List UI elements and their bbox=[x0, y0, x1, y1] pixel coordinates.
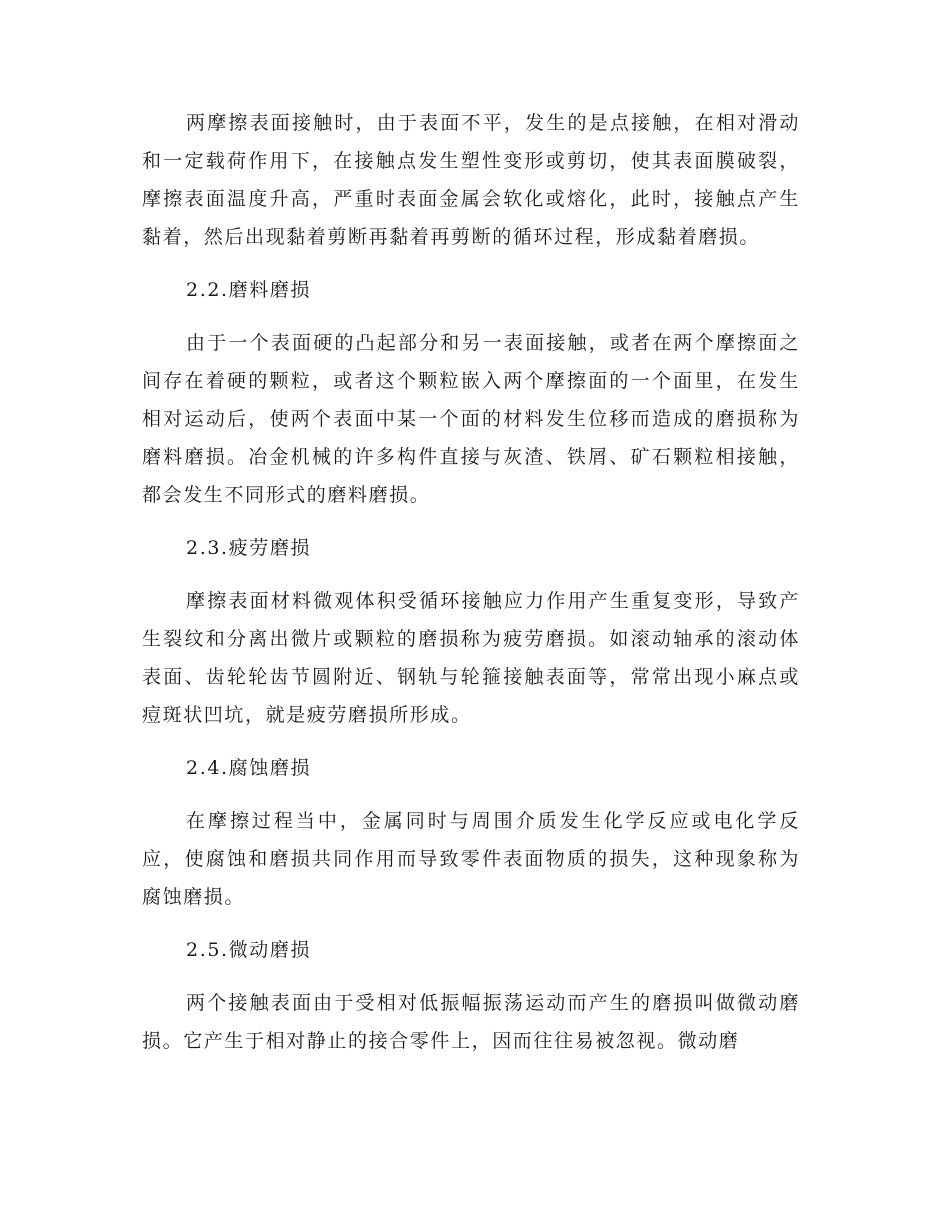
heading-fretting-wear: 2.5.微动磨损 bbox=[186, 939, 312, 961]
paragraph-fretting-wear: 两个接触表面由于受相对低振幅振荡运动而产生的磨损叫做微动磨损。它产生于相对静止的接合零件上，因而往往易被忽视。微动磨 bbox=[142, 992, 800, 1052]
paragraph-corrosive-wear: 在摩擦过程当中，金属同时与周围介质发生化学反应或电化学反应，使腐蚀和磨损共同作用而导致零件表面物质的损失，这种现象称为腐蚀磨损。 bbox=[142, 810, 800, 908]
paragraph-fatigue-wear: 摩擦表面材料微观体积受循环接触应力作用产生重复变形，导致产生裂纹和分离出微片或颗粒的磨损称为疲劳磨损。如滚动轴承的滚动体表面、齿轮轮齿节圆附近、钢轨与轮箍接触表面等，常常出现小麻点或痘斑状凹坑，就是疲劳磨损所形成。 bbox=[142, 590, 800, 726]
heading-fatigue-wear: 2.3.疲劳磨损 bbox=[186, 537, 312, 559]
heading-abrasive-wear: 2.2.磨料磨损 bbox=[186, 279, 312, 301]
paragraph-abrasive-wear: 由于一个表面硬的凸起部分和另一表面接触，或者在两个摩擦面之间存在着硬的颗粒，或者这个颗粒嵌入两个摩擦面的一个面里，在发生相对运动后，使两个表面中某一个面的材料发生位移而造成的磨损称为磨料磨损。冶金机械的许多构件直接与灰渣、铁屑、矿石颗粒相接触，都会发生不同形式的磨料磨损。 bbox=[142, 332, 800, 506]
document-page bbox=[142, 104, 800, 1075]
heading-corrosive-wear: 2.4.腐蚀磨损 bbox=[186, 757, 312, 779]
paragraph-adhesive-wear: 两摩擦表面接触时，由于表面不平，发生的是点接触，在相对滑动和一定载荷作用下，在接触点发生塑性变形或剪切，使其表面膜破裂，摩擦表面温度升高，严重时表面金属会软化或熔化，此时，接触点产生黏着，然后出现黏着剪断再黏着再剪断的循环过程，形成黏着磨损。 bbox=[142, 112, 800, 248]
